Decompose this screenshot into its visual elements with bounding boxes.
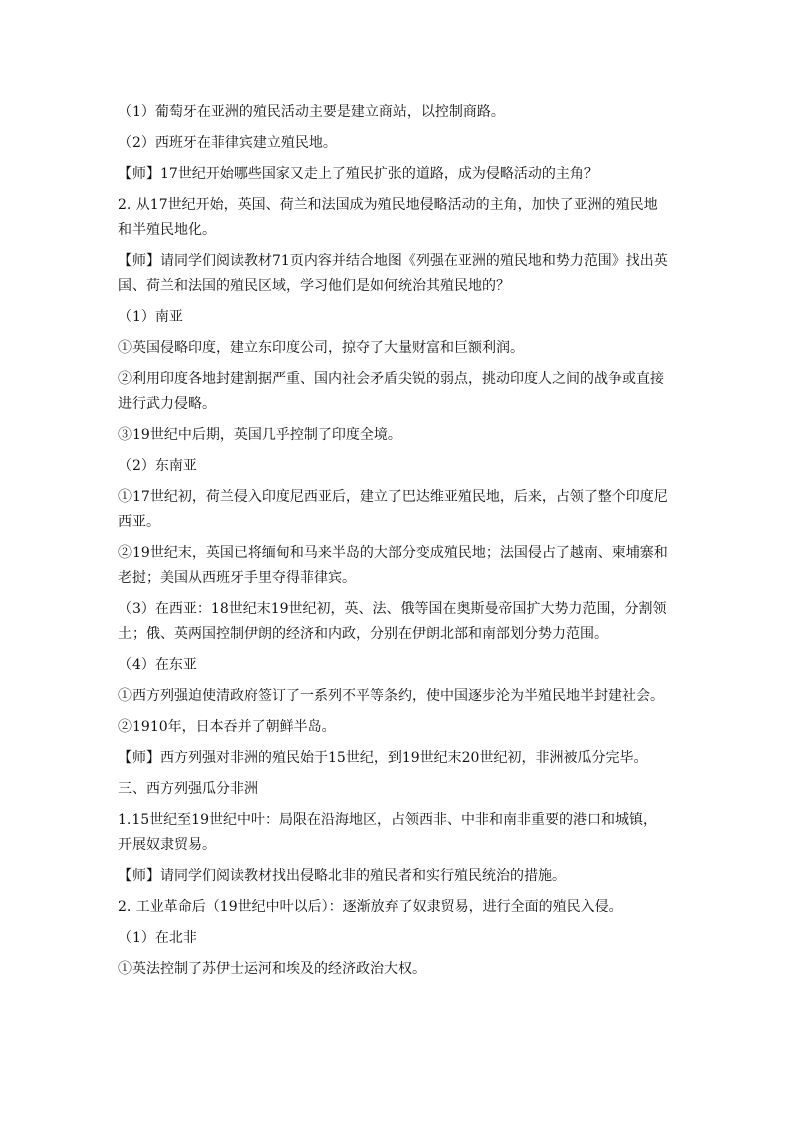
text-line: ②19世纪末，英国已将缅甸和马来半岛的大部分变成殖民地；法国侵占了越南、柬埔寨和 (118, 545, 668, 561)
text-line: （3）在西亚：18世纪末19世纪初，英、法、俄等国在奥斯曼帝国扩大势力范围，分割领 (118, 601, 667, 617)
text-line: ①17世纪初，荷兰侵入印度尼西亚后，建立了巴达维亚殖民地，后来，占领了整个印度尼 (118, 489, 668, 505)
text-line: ③19世纪中后期，英国几乎控制了印度全境。 (118, 427, 402, 443)
text-line: （1）葡萄牙在亚洲的殖民活动主要是建立商站，以控制商路。 (118, 104, 505, 120)
text-line: 【师】请同学们阅读教材找出侵略北非的殖民者和实行殖民统治的措施。 (118, 868, 566, 884)
text-line: 2. 从17世纪开始，英国、荷兰和法国成为殖民地侵略活动的主角，加快了亚洲的殖民地 (118, 197, 658, 213)
text-line: 西亚。 (118, 514, 160, 530)
text-line: ①英国侵略印度，建立东印度公司，掠夺了大量财富和巨额利润。 (118, 340, 524, 356)
text-line: ②利用印度各地封建割据严重、国内社会矛盾尖锐的弱点，挑动印度人之间的战争或直接 (118, 371, 664, 387)
text-line: 2. 工业革命后（19世纪中叶以后）：逐渐放弃了奴隶贸易，进行全面的殖民入侵。 (118, 899, 623, 915)
text-line: 1.15世纪至19世纪中叶：局限在沿海地区，占领西非、中非和南非重要的港口和城镇， (118, 812, 657, 828)
text-line: 开展奴隶贸易。 (118, 837, 216, 853)
document-body (118, 100, 678, 982)
text-line: ①英法控制了苏伊士运河和埃及的经济政治大权。 (118, 961, 426, 977)
text-line: 老挝；美国从西班牙手里夺得菲律宾。 (118, 570, 356, 586)
text-line: （1）南亚 (118, 309, 183, 325)
text-line: 【师】请同学们阅读教材71页内容并结合地图《列强在亚洲的殖民地和势力范围》找出英 (118, 253, 668, 269)
text-line: 和半殖民地化。 (118, 222, 216, 238)
text-line: （2）西班牙在菲律宾建立殖民地。 (118, 135, 337, 151)
text-line: （4）在东亚 (118, 657, 197, 673)
text-line: （2）东南亚 (118, 458, 197, 474)
text-line: ②1910年，日本吞并了朝鲜半岛。 (118, 719, 336, 735)
section-heading: 三、西方列强瓜分非洲 (118, 781, 258, 797)
text-line: 进行武力侵略。 (118, 396, 216, 412)
text-line: 土；俄、英两国控制伊朗的经济和内政，分别在伊朗北部和南部划分势力范围。 (118, 626, 608, 642)
text-line: 国、荷兰和法国的殖民区域，学习他们是如何统治其殖民地的？ (118, 278, 510, 294)
text-line: ①西方列强迫使清政府签订了一系列不平等条约，使中国逐步沦为半殖民地半封建社会。 (118, 688, 664, 704)
text-line: （1）在北非 (118, 930, 197, 946)
text-line: 【师】西方列强对非洲的殖民始于15世纪，到19世纪末20世纪初，非洲被瓜分完毕。 (118, 750, 648, 766)
text-line: 【师】17世纪开始哪些国家又走上了殖民扩张的道路，成为侵略活动的主角？ (118, 166, 598, 182)
